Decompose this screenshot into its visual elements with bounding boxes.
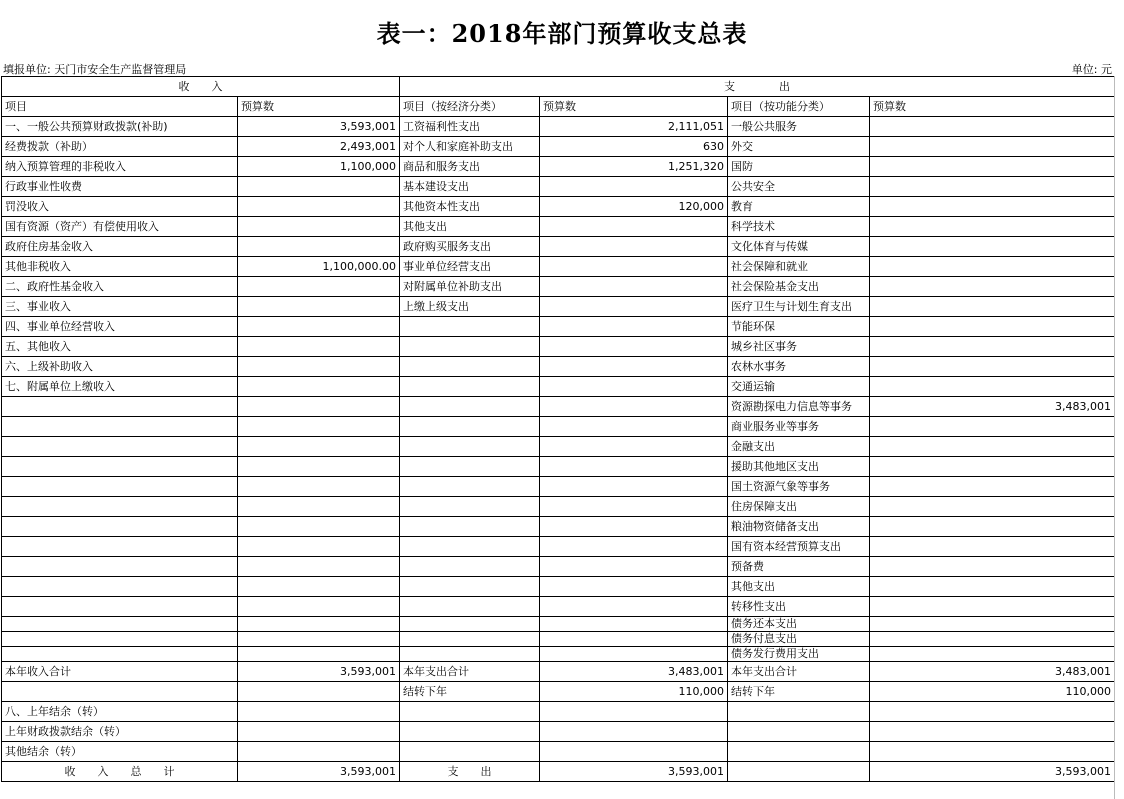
econ-item-cell: 上缴上级支出 [400,297,540,317]
table-row [2,217,1115,237]
inc-val-cell [238,457,400,477]
func-item-cell: 结转下年 [728,682,870,702]
func-item-cell: 外交 [728,137,870,157]
func-val-cell [870,237,1115,257]
table-row [2,557,1115,577]
expense-section-header: 支 出 [400,77,1115,97]
inc-val-cell [238,722,400,742]
inc-val-cell [238,497,400,517]
inc-val-cell [238,217,400,237]
econ-item-cell: 其他支出 [400,217,540,237]
inc-item-cell: 行政事业性收费 [2,177,238,197]
inc-val-cell [238,597,400,617]
econ-val-cell [540,497,728,517]
table-row [2,297,1115,317]
func-item-cell: 交通运输 [728,377,870,397]
econ-val-cell [540,647,728,662]
column-header-budget: 预算数 [238,97,400,117]
func-item-cell: 公共安全 [728,177,870,197]
func-val-cell [870,217,1115,237]
func-item-cell: 科学技术 [728,217,870,237]
section-header-row [2,77,1115,97]
table-row [2,357,1115,377]
econ-item-cell: 结转下年 [400,682,540,702]
func-val-cell [870,277,1115,297]
inc-item-cell: 五、其他收入 [2,337,238,357]
inc-item-cell [2,437,238,457]
econ-val-cell [540,257,728,277]
table-row [2,702,1115,722]
econ-item-cell [400,632,540,647]
func-val-cell [870,647,1115,662]
table-row [2,497,1115,517]
inc-item-cell [2,517,238,537]
econ-val-cell [540,437,728,457]
inc-val-cell [238,647,400,662]
func-item-cell [728,742,870,762]
func-item-cell [728,762,870,782]
econ-item-cell [400,317,540,337]
inc-item-cell: 二、政府性基金收入 [2,277,238,297]
func-val-cell [870,117,1115,137]
inc-val-cell [238,632,400,647]
econ-item-cell [400,417,540,437]
func-val-cell [870,457,1115,477]
inc-val-cell [238,197,400,217]
column-header-func-item: 项目（按功能分类） [728,97,870,117]
func-item-cell: 金融支出 [728,437,870,457]
func-item-cell: 住房保障支出 [728,497,870,517]
inc-val-cell [238,397,400,417]
table-row [2,157,1115,177]
inc-val-cell [238,682,400,702]
func-item-cell: 商业服务业等事务 [728,417,870,437]
inc-item-cell: 罚没收入 [2,197,238,217]
func-item-cell: 援助其他地区支出 [728,457,870,477]
func-item-cell: 国防 [728,157,870,177]
table-row [2,537,1115,557]
econ-val-cell [540,632,728,647]
column-header-func-budget: 预算数 [870,97,1115,117]
func-val-cell [870,297,1115,317]
func-item-cell: 粮油物资储备支出 [728,517,870,537]
income-section-header: 收 入 [2,77,400,97]
econ-val-cell: 3,593,001 [540,762,728,782]
econ-val-cell [540,237,728,257]
inc-item-cell: 本年收入合计 [2,662,238,682]
econ-val-cell: 1,251,320 [540,157,728,177]
econ-item-cell [400,647,540,662]
inc-item-cell: 经费拨款（补助） [2,137,238,157]
econ-item-cell [400,702,540,722]
econ-item-cell: 其他资本性支出 [400,197,540,217]
inc-item-cell [2,477,238,497]
inc-val-cell [238,477,400,497]
func-val-cell [870,417,1115,437]
econ-val-cell [540,417,728,437]
column-header-econ-budget: 预算数 [540,97,728,117]
func-val-cell [870,722,1115,742]
func-item-cell: 节能环保 [728,317,870,337]
func-item-cell: 医疗卫生与计划生育支出 [728,297,870,317]
econ-val-cell [540,537,728,557]
inc-item-cell: 收 入 总 计 [2,762,238,782]
func-item-cell: 预备费 [728,557,870,577]
func-val-cell [870,742,1115,762]
econ-val-cell [540,377,728,397]
spreadsheet-edge [1114,76,1124,799]
econ-item-cell [400,377,540,397]
inc-val-cell [238,517,400,537]
inc-item-cell [2,577,238,597]
econ-val-cell [540,337,728,357]
econ-item-cell: 本年支出合计 [400,662,540,682]
econ-val-cell [540,357,728,377]
inc-val-cell [238,702,400,722]
inc-val-cell [238,742,400,762]
table-row [2,317,1115,337]
inc-item-cell [2,617,238,632]
inc-val-cell [238,377,400,397]
table-row [2,632,1115,647]
func-val-cell [870,317,1115,337]
econ-item-cell: 政府购买服务支出 [400,237,540,257]
table-row [2,197,1115,217]
currency-unit: 单位: 元 [1071,63,1112,76]
func-val-cell [870,377,1115,397]
econ-val-cell [540,617,728,632]
func-item-cell: 债务发行费用支出 [728,647,870,662]
reporting-unit: 填报单位: 天门市安全生产监督管理局 [3,63,187,76]
func-val-cell [870,357,1115,377]
column-header-item: 项目 [2,97,238,117]
inc-val-cell: 2,493,001 [238,137,400,157]
inc-item-cell [2,682,238,702]
inc-item-cell: 七、附属单位上缴收入 [2,377,238,397]
econ-item-cell [400,722,540,742]
func-val-cell [870,577,1115,597]
econ-val-cell: 110,000 [540,682,728,702]
func-val-cell [870,702,1115,722]
inc-val-cell: 3,593,001 [238,762,400,782]
econ-val-cell: 3,483,001 [540,662,728,682]
func-val-cell [870,617,1115,632]
table-row [2,617,1115,632]
func-val-cell [870,597,1115,617]
econ-val-cell [540,742,728,762]
inc-item-cell: 纳入预算管理的非税收入 [2,157,238,177]
func-item-cell: 教育 [728,197,870,217]
econ-val-cell [540,577,728,597]
func-val-cell: 3,483,001 [870,397,1115,417]
func-item-cell: 本年支出合计 [728,662,870,682]
econ-item-cell [400,517,540,537]
econ-val-cell: 120,000 [540,197,728,217]
inc-val-cell: 1,100,000 [238,157,400,177]
func-item-cell: 农林水事务 [728,357,870,377]
inc-item-cell: 上年财政拨款结余（转） [2,722,238,742]
econ-item-cell [400,597,540,617]
inc-item-cell: 八、上年结余（转） [2,702,238,722]
econ-item-cell [400,337,540,357]
table-row [2,577,1115,597]
inc-item-cell: 其他结余（转） [2,742,238,762]
econ-val-cell [540,597,728,617]
table-row [2,437,1115,457]
inc-item-cell [2,647,238,662]
inc-val-cell [238,277,400,297]
func-val-cell [870,537,1115,557]
table-row [2,377,1115,397]
econ-item-cell: 对个人和家庭补助支出 [400,137,540,157]
econ-val-cell [540,277,728,297]
table-row [2,762,1115,782]
econ-val-cell [540,702,728,722]
table-row [2,682,1115,702]
econ-val-cell [540,722,728,742]
econ-item-cell [400,742,540,762]
econ-val-cell [540,217,728,237]
page-title: 表一：2018年部门预算收支总表 [376,19,748,48]
inc-item-cell: 其他非税收入 [2,257,238,277]
inc-val-cell [238,577,400,597]
inc-val-cell [238,357,400,377]
inc-val-cell [238,557,400,577]
inc-item-cell [2,497,238,517]
econ-item-cell [400,617,540,632]
table-row [2,277,1115,297]
econ-val-cell [540,457,728,477]
econ-item-cell [400,477,540,497]
func-item-cell: 社会保障和就业 [728,257,870,277]
table-row [2,517,1115,537]
budget-table [1,76,1115,782]
inc-val-cell [238,177,400,197]
econ-item-cell [400,437,540,457]
func-val-cell [870,477,1115,497]
table-row [2,597,1115,617]
table-row [2,457,1115,477]
inc-item-cell: 三、事业收入 [2,297,238,317]
func-item-cell: 一般公共服务 [728,117,870,137]
func-val-cell [870,497,1115,517]
inc-val-cell [238,337,400,357]
econ-item-cell: 事业单位经营支出 [400,257,540,277]
inc-val-cell [238,237,400,257]
inc-item-cell: 一、一般公共预算财政拨款(补助) [2,117,238,137]
inc-val-cell [238,317,400,337]
econ-val-cell [540,477,728,497]
econ-val-cell: 630 [540,137,728,157]
inc-val-cell: 1,100,000.00 [238,257,400,277]
table-row [2,477,1115,497]
table-row [2,722,1115,742]
inc-item-cell: 政府住房基金收入 [2,237,238,257]
func-val-cell [870,437,1115,457]
econ-item-cell: 工资福利性支出 [400,117,540,137]
inc-item-cell [2,417,238,437]
table-row [2,137,1115,157]
func-item-cell: 社会保险基金支出 [728,277,870,297]
func-item-cell [728,702,870,722]
budget-table-body [2,77,1115,782]
econ-item-cell: 商品和服务支出 [400,157,540,177]
econ-item-cell: 基本建设支出 [400,177,540,197]
econ-val-cell: 2,111,051 [540,117,728,137]
inc-item-cell [2,632,238,647]
inc-val-cell: 3,593,001 [238,117,400,137]
func-val-cell [870,517,1115,537]
func-val-cell: 110,000 [870,682,1115,702]
func-val-cell [870,197,1115,217]
econ-item-cell [400,577,540,597]
table-row [2,662,1115,682]
econ-val-cell [540,297,728,317]
inc-item-cell [2,557,238,577]
func-val-cell [870,337,1115,357]
table-row [2,117,1115,137]
inc-item-cell [2,537,238,557]
column-header-row [2,97,1115,117]
econ-item-cell [400,357,540,377]
table-row [2,397,1115,417]
table-row [2,417,1115,437]
table-row [2,647,1115,662]
econ-item-cell [400,457,540,477]
inc-item-cell [2,397,238,417]
table-row [2,177,1115,197]
inc-item-cell: 国有资源（资产）有偿使用收入 [2,217,238,237]
func-item-cell: 国有资本经营预算支出 [728,537,870,557]
econ-item-cell [400,557,540,577]
econ-item-cell: 支 出 [400,762,540,782]
inc-val-cell [238,417,400,437]
func-val-cell [870,557,1115,577]
table-row [2,337,1115,357]
inc-item-cell [2,457,238,477]
inc-item-cell [2,597,238,617]
func-val-cell: 3,593,001 [870,762,1115,782]
table-row [2,237,1115,257]
func-item-cell: 城乡社区事务 [728,337,870,357]
func-item-cell: 文化体育与传媒 [728,237,870,257]
func-val-cell [870,632,1115,647]
inc-val-cell [238,297,400,317]
inc-item-cell: 四、事业单位经营收入 [2,317,238,337]
econ-val-cell [540,177,728,197]
func-val-cell [870,177,1115,197]
econ-item-cell [400,537,540,557]
econ-val-cell [540,317,728,337]
econ-val-cell [540,517,728,537]
inc-item-cell: 六、上级补助收入 [2,357,238,377]
column-header-econ-item: 项目（按经济分类） [400,97,540,117]
table-row [2,257,1115,277]
func-item-cell [728,722,870,742]
econ-val-cell [540,397,728,417]
inc-val-cell [238,537,400,557]
econ-item-cell [400,397,540,417]
func-item-cell: 债务还本支出 [728,617,870,632]
func-item-cell: 其他支出 [728,577,870,597]
func-item-cell: 资源勘探电力信息等事务 [728,397,870,417]
func-item-cell: 国土资源气象等事务 [728,477,870,497]
func-val-cell [870,257,1115,277]
func-item-cell: 转移性支出 [728,597,870,617]
func-val-cell [870,157,1115,177]
econ-val-cell [540,557,728,577]
func-item-cell: 债务付息支出 [728,632,870,647]
inc-val-cell: 3,593,001 [238,662,400,682]
econ-item-cell: 对附属单位补助支出 [400,277,540,297]
econ-item-cell [400,497,540,517]
func-val-cell [870,137,1115,157]
inc-val-cell [238,617,400,632]
func-val-cell: 3,483,001 [870,662,1115,682]
table-row [2,742,1115,762]
inc-val-cell [238,437,400,457]
